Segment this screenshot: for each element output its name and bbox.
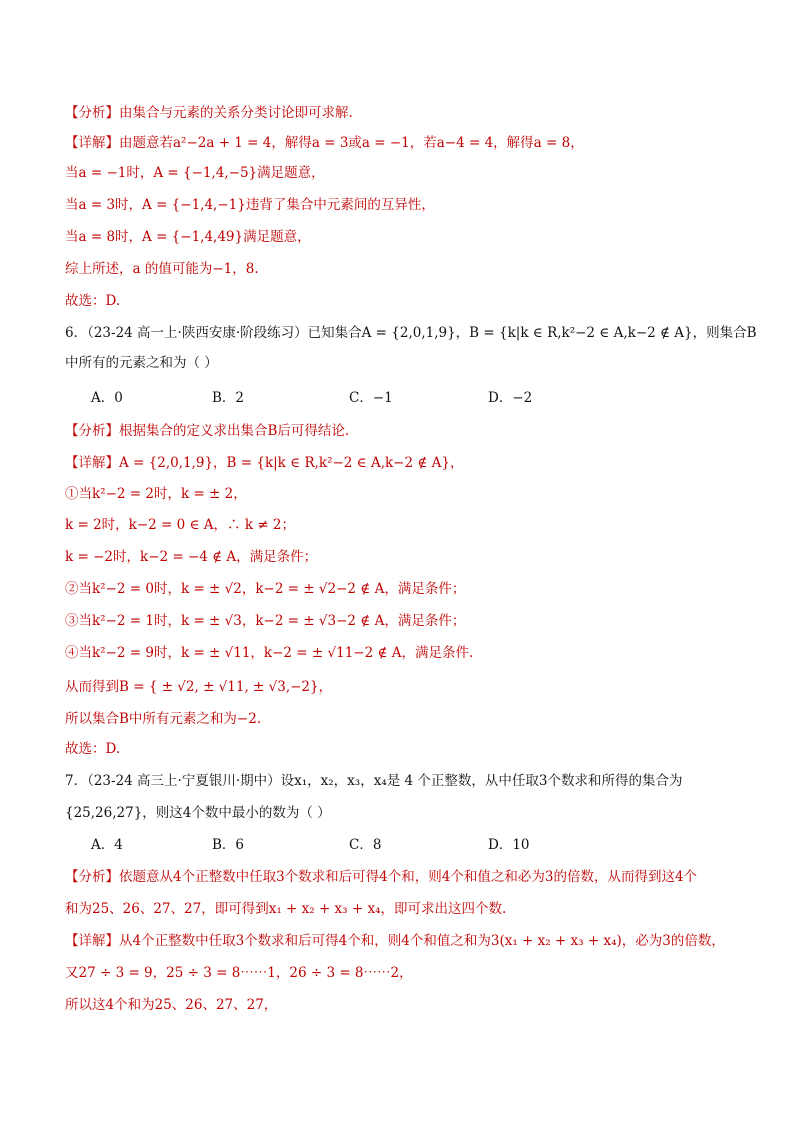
q6-line-2: k = 2时，k−2 = 0 ∈ A，∴ k ≠ 2； (65, 517, 296, 533)
q7-analysis-text: 依题意从4个正整数中任取3个数求和后可得4个和，则4个和值之和必为3的倍数，从而得到这4个 (119, 869, 698, 885)
q5-answer: 故选：D. (65, 293, 121, 309)
analysis-tag: 【分析】 (65, 423, 119, 439)
q6-option-d: D．−2 (488, 390, 533, 406)
q6-line-7: 从而得到B = { ± √2, ± √11, ± √3,−2}， (65, 679, 333, 695)
q5-analysis-text: 由集合与元素的关系分类讨论即可求解. (119, 105, 353, 121)
analysis-tag: 【分析】 (65, 869, 119, 885)
q6-stem-1: 6．（23-24 高一上·陕西安康·阶段练习）已知集合A = {2,0,1,9}，B = {k|k ∈ R,k²−2 ∈ A,k−2 ∉ A}，则集合B (65, 325, 757, 341)
analysis-tag: 【分析】 (65, 105, 119, 121)
q5-analysis (65, 104, 353, 122)
q5-detail (65, 134, 584, 152)
q5-line-2: 当a = 3时，A = {−1,4,−1}违背了集合中元素间的互异性， (65, 197, 435, 213)
q6-stem-2: 中所有的元素之和为（ ） (65, 355, 218, 371)
q7-analysis-line-2: 和为25、26、27、27，即可得到x₁ + x₂ + x₃ + x₄，即可求出这四个数. (65, 901, 507, 917)
q6-line-4: ②当k²−2 = 0时，k = ± √2，k−2 = ± √2−2 ∉ A，满足条件； (65, 581, 466, 597)
q6-line-5: ③当k²−2 = 1时，k = ± √3，k−2 = ± √3−2 ∉ A，满足条件； (65, 613, 466, 629)
q7-detail-text: 从4个正整数中任取3个数求和后可得4个和，则4个和值之和为3(x₁ + x₂ + x₃ + x₄)，必为3的倍数， (119, 933, 725, 949)
q6-analysis-text: 根据集合的定义求出集合B后可得结论. (119, 423, 350, 439)
q5-line-3: 当a = 8时，A = {−1,4,49}满足题意， (65, 229, 311, 245)
q6-answer: 故选：D. (65, 741, 121, 757)
q7-option-c: C．8 (349, 837, 382, 853)
q6-line-3: k = −2时，k−2 = −4 ∉ A，满足条件； (65, 549, 318, 565)
q7-detail (65, 932, 725, 950)
q7-option-b: B．6 (212, 837, 245, 853)
q7-option-d: D．10 (488, 837, 530, 853)
q5-line-1: 当a = −1时，A = {−1,4,−5}满足题意， (65, 165, 325, 181)
detail-tag: 【详解】 (65, 135, 119, 151)
q5-detail-text: 由题意若a²−2a + 1 = 4，解得a = 3或a = −1，若a−4 = 4，解得a = 8， (119, 135, 584, 151)
q7-stem-1: 7．（23-24 高三上·宁夏银川·期中）设x₁，x₂，x₃，x₄是 4 个正整数，从中任取3个数求和所得的集合为 (65, 773, 683, 789)
q6-line-6: ④当k²−2 = 9时，k = ± √11，k−2 = ± √11−2 ∉ A，满足条件. (65, 645, 474, 661)
q6-line-1: ①当k²−2 = 2时，k = ± 2， (65, 486, 247, 502)
q6-option-b: B．2 (212, 390, 245, 406)
q6-option-c: C．−1 (349, 390, 393, 406)
q7-stem-2: {25,26,27}，则这4个数中最小的数为（ ） (65, 805, 331, 821)
q7-option-a: A．4 (91, 837, 123, 853)
q5-line-4: 综上所述，a 的值可能为−1，8. (65, 261, 259, 277)
q6-detail-text: A = {2,0,1,9}，B = {k|k ∈ R,k²−2 ∈ A,k−2 ∉ A}， (119, 455, 464, 471)
detail-tag: 【详解】 (65, 933, 119, 949)
q6-line-8: 所以集合B中所有元素之和为−2. (65, 711, 262, 727)
q7-line-2: 所以这4个和为25、26、27、27， (65, 997, 278, 1013)
q7-analysis (65, 868, 697, 886)
detail-tag: 【详解】 (65, 455, 119, 471)
q6-option-a: A．0 (91, 390, 123, 406)
q6-detail (65, 454, 464, 472)
q6-analysis (65, 422, 349, 440)
q7-line-1: 又27 ÷ 3 = 9，25 ÷ 3 = 8⋯⋯1，26 ÷ 3 = 8⋯⋯2， (65, 965, 413, 981)
